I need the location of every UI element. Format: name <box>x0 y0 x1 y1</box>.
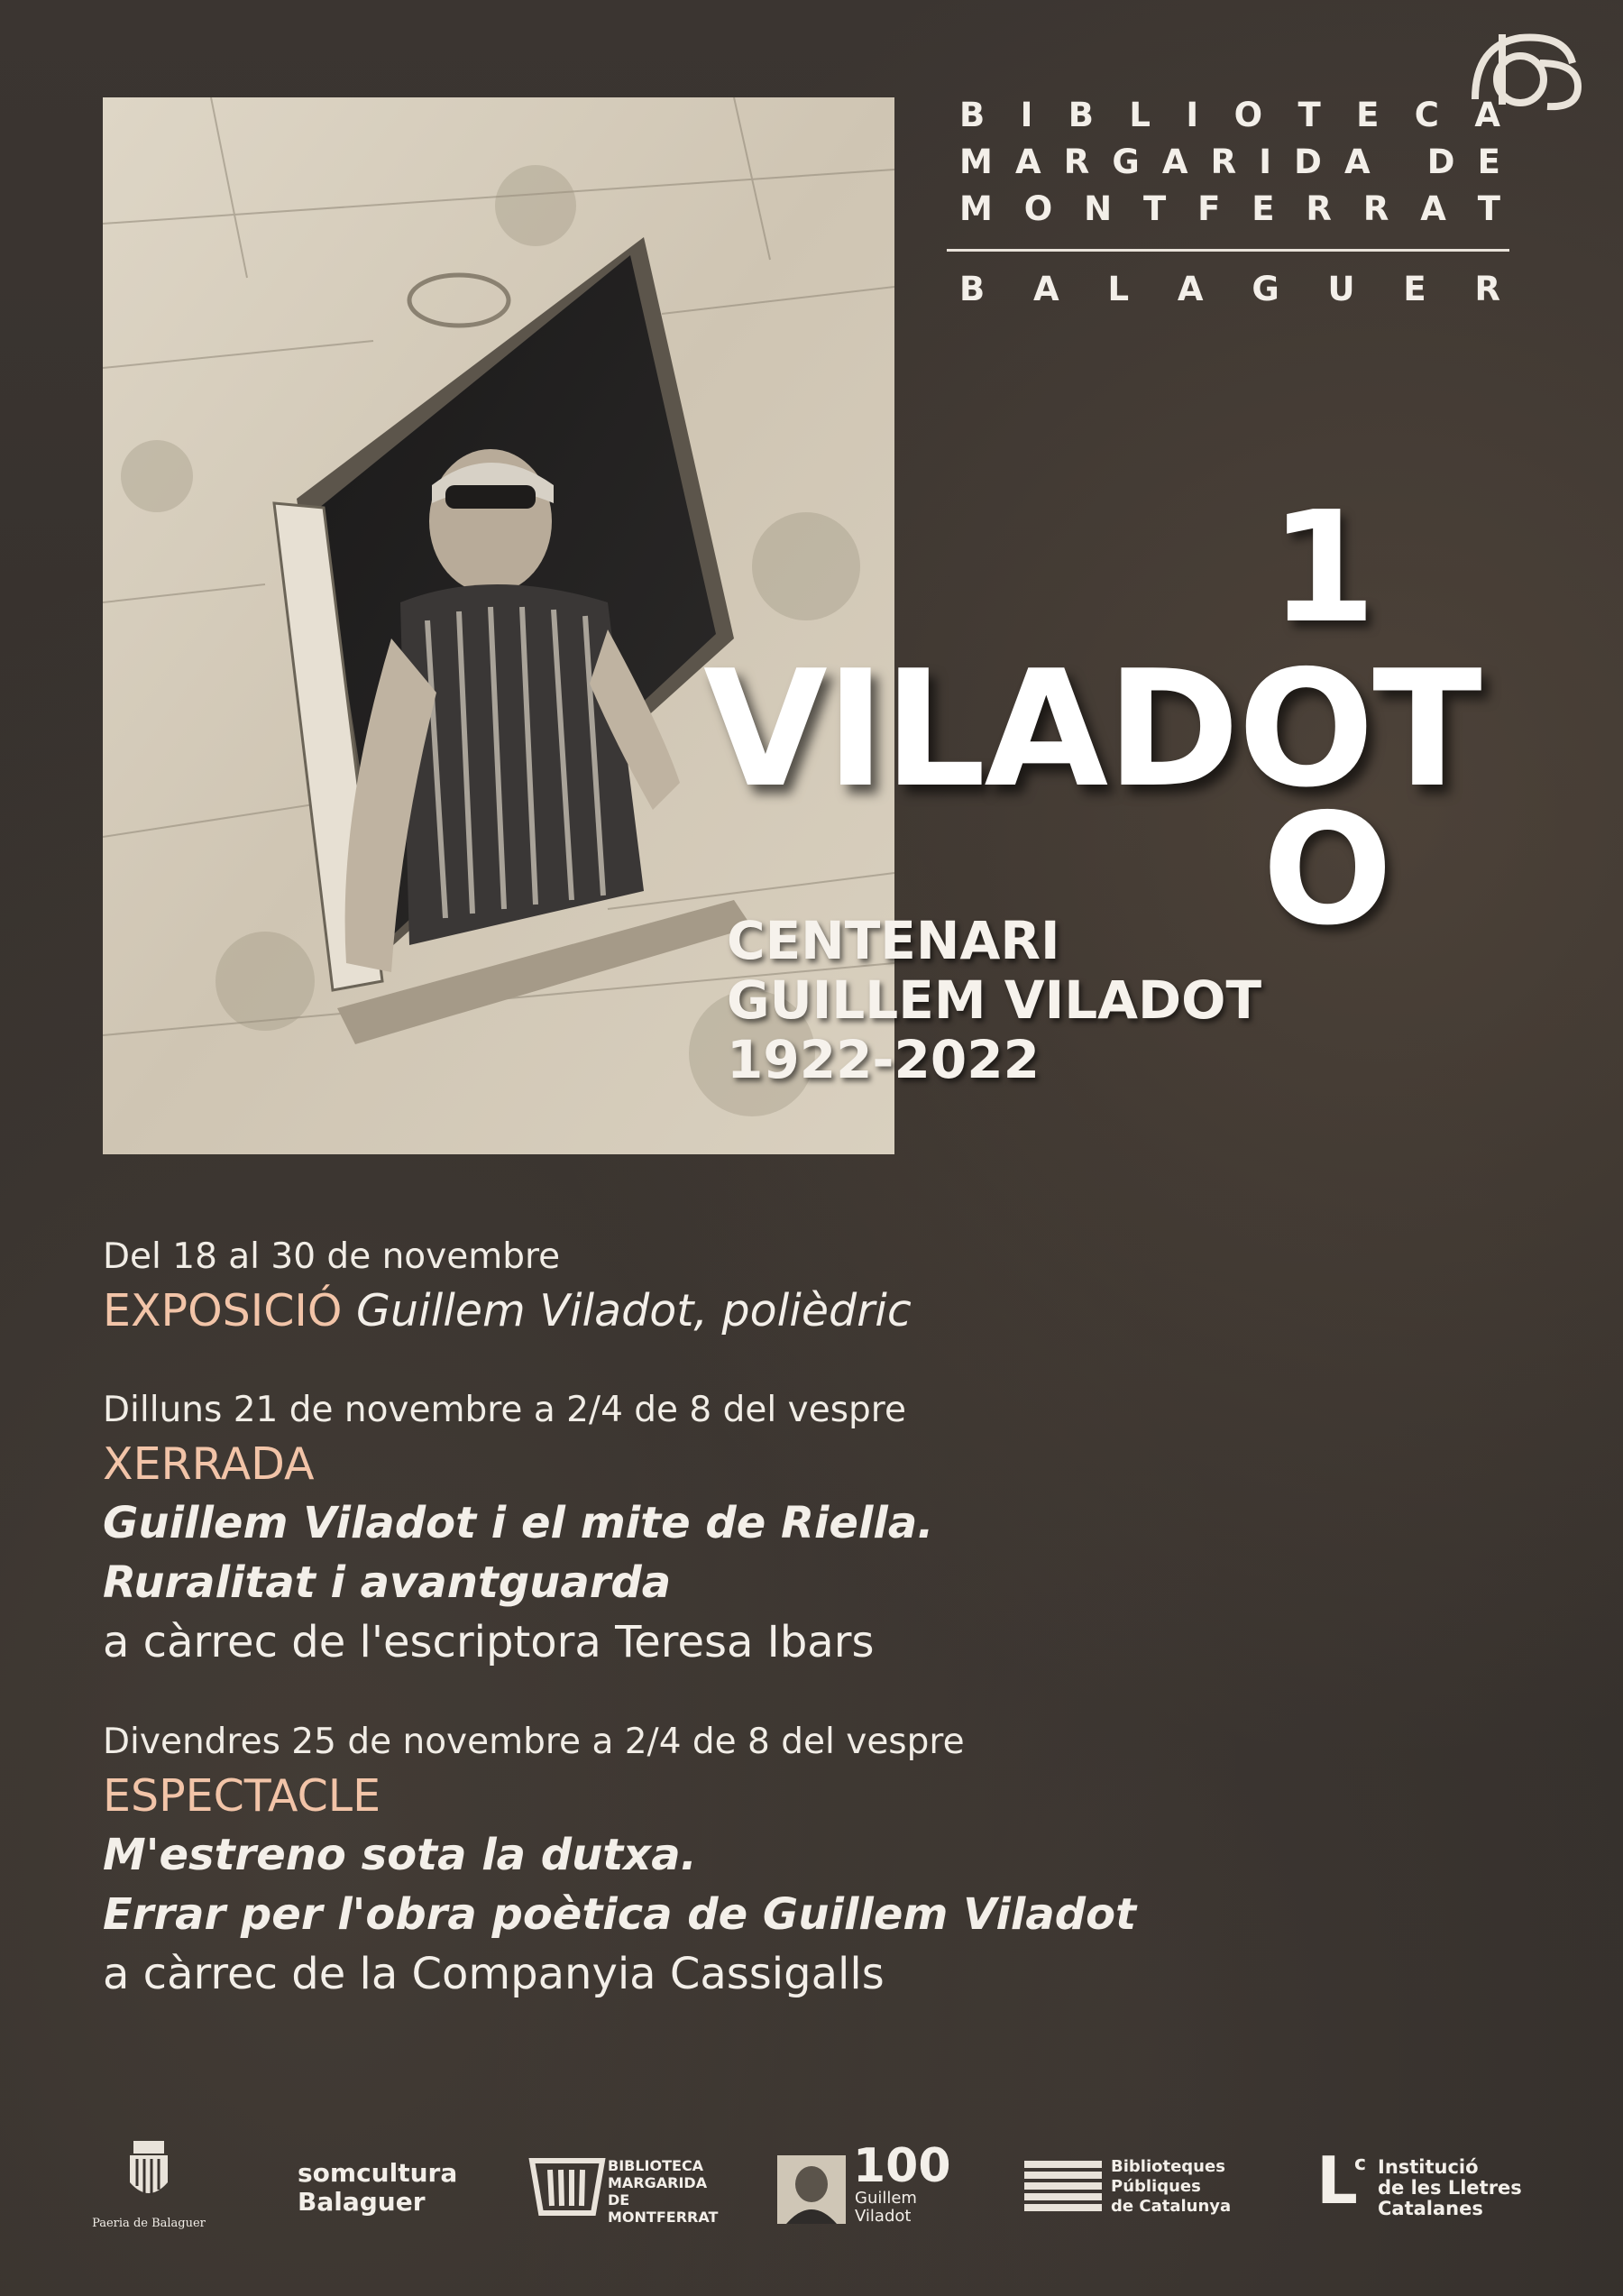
biblioteca-line-2: MARGARIDA <box>608 2174 708 2191</box>
ilc-line-3: Catalanes <box>1378 2198 1483 2219</box>
event-espectacle <box>103 1717 1455 2004</box>
ilc-mark: L <box>1316 2143 1358 2218</box>
event-kind-label: EXPOSICIÓ <box>103 1285 343 1336</box>
biblioteca-line-1: BIBLIOTECA <box>608 2157 704 2174</box>
library-letter: E <box>1252 189 1275 228</box>
event-presenter: a càrrec de la Companyia Cassigalls <box>103 1949 885 1999</box>
library-divider <box>947 249 1509 252</box>
library-letter: A <box>1033 270 1059 308</box>
library-letter <box>1393 139 1405 186</box>
library-letter: G <box>1252 270 1279 308</box>
library-letter: I <box>1186 96 1199 134</box>
event-kind-label: XERRADA <box>103 1438 315 1490</box>
library-letter: R <box>1474 270 1500 308</box>
sponsor-logos <box>90 2137 1551 2236</box>
bpc-line-1: Biblioteques <box>1111 2157 1225 2176</box>
event-work-line-1: M'estreno sota la dutxa. <box>103 1830 697 1880</box>
library-letter: L <box>1129 96 1151 134</box>
library-letter: T <box>1477 189 1500 228</box>
event-work-title: Guillem Viladot, polièdric <box>356 1285 912 1336</box>
somcultura-line-2: Balaguer <box>298 2187 426 2217</box>
library-letter: A <box>1177 270 1204 308</box>
library-letter: F <box>1197 189 1221 228</box>
bpc-logo <box>1024 2157 1259 2256</box>
centenari-number: 100 <box>853 2139 951 2193</box>
subtitle-line-2: GUILLEM VILADOT <box>727 969 1262 1031</box>
biblioteca-line-3: DE MONTFERRAT <box>608 2191 719 2226</box>
bpc-line-3: de Catalunya <box>1111 2197 1232 2216</box>
library-letter: A <box>1474 96 1500 134</box>
somcultura-line-1: somcultura <box>298 2158 458 2188</box>
library-letter: A <box>1343 142 1371 181</box>
library-letter: E <box>1477 142 1500 181</box>
bpc-line-2: Públiques <box>1111 2177 1201 2196</box>
library-letter: G <box>1112 142 1140 181</box>
library-header <box>959 92 1518 313</box>
event-date: Del 18 al 30 de novembre <box>103 1236 561 1277</box>
library-letter: D <box>1426 142 1455 181</box>
centenari-name <box>855 2190 917 2226</box>
library-letter: C <box>1414 96 1439 134</box>
biblioteca-logo <box>528 2155 727 2255</box>
library-letter: O <box>1233 96 1263 134</box>
bpc-stripes-icon <box>1024 2157 1102 2215</box>
ilc-line-2: de les Lletres <box>1378 2177 1522 2199</box>
event-work-line-1: Guillem Viladot i el mite de Riella. <box>103 1498 934 1548</box>
library-letter: T <box>1142 189 1167 228</box>
library-line-2 <box>959 139 1500 186</box>
library-letter: A <box>1014 142 1041 181</box>
ilc-logo <box>1316 2143 1551 2256</box>
events-list <box>103 1232 1455 2049</box>
library-letter: R <box>1306 189 1332 228</box>
event-work-line-2: Ruralitat i avantguarda <box>103 1557 672 1608</box>
library-letter: B <box>959 270 986 308</box>
centenari-line-2: Viladot <box>855 2207 912 2226</box>
book-icon <box>528 2155 606 2218</box>
library-letter: R <box>1210 142 1237 181</box>
somcultura-logo <box>298 2159 460 2258</box>
library-line-3 <box>959 186 1500 233</box>
library-letter: N <box>1084 189 1113 228</box>
event-xerrada <box>103 1385 1455 1672</box>
event-exposicio <box>103 1232 1455 1340</box>
library-letter: A <box>1161 142 1188 181</box>
ilc-mark-sup: c <box>1354 2153 1367 2175</box>
title-main: VILADOT <box>703 636 1481 822</box>
library-line-1 <box>959 92 1500 139</box>
library-letter: I <box>1259 142 1272 181</box>
subtitle-line-3: 1922-2022 <box>727 1029 1040 1090</box>
library-letter: E <box>1403 270 1426 308</box>
subtitle <box>727 911 1261 1089</box>
library-letter: L <box>1107 270 1130 308</box>
event-work-line-2: Errar per l'obra poètica de Guillem Viladot <box>103 1889 1137 1940</box>
centenari-portrait <box>777 2155 846 2224</box>
library-letter: B <box>959 96 986 134</box>
event-presenter: a càrrec de l'escriptora Teresa Ibars <box>103 1617 875 1667</box>
paeria-logo <box>90 2137 207 2236</box>
title-zero: O <box>1262 781 1393 960</box>
library-town <box>959 266 1500 313</box>
library-letter: U <box>1327 270 1355 308</box>
library-letter: O <box>1023 189 1053 228</box>
centenari-line-1: Guillem <box>855 2189 917 2208</box>
paeria-label: Paeria de Balaguer <box>92 2217 206 2230</box>
library-letter: B <box>1068 96 1094 134</box>
library-letter: M <box>959 142 993 181</box>
library-letter: R <box>1362 189 1389 228</box>
library-letter: T <box>1297 96 1321 134</box>
title-one: 1 <box>1270 479 1377 657</box>
event-date: Divendres 25 de novembre a 2/4 de 8 del vespre <box>103 1722 965 1762</box>
library-letter: D <box>1294 142 1322 181</box>
library-letter: R <box>1063 142 1090 181</box>
library-letter: A <box>1420 189 1446 228</box>
library-letter: I <box>1020 96 1033 134</box>
subtitle-line-1: CENTENARI <box>727 910 1060 971</box>
event-kind <box>103 1282 1455 1340</box>
ilc-line-1: Institució <box>1378 2156 1479 2178</box>
paeria-shield-icon <box>90 2137 207 2209</box>
event-date: Dilluns 21 de novembre a 2/4 de 8 del vespre <box>103 1390 906 1430</box>
event-kind-label: ESPECTACLE <box>103 1770 381 1822</box>
library-letter: M <box>959 189 993 228</box>
library-letter: E <box>1356 96 1380 134</box>
centenari-logo <box>777 2139 967 2251</box>
